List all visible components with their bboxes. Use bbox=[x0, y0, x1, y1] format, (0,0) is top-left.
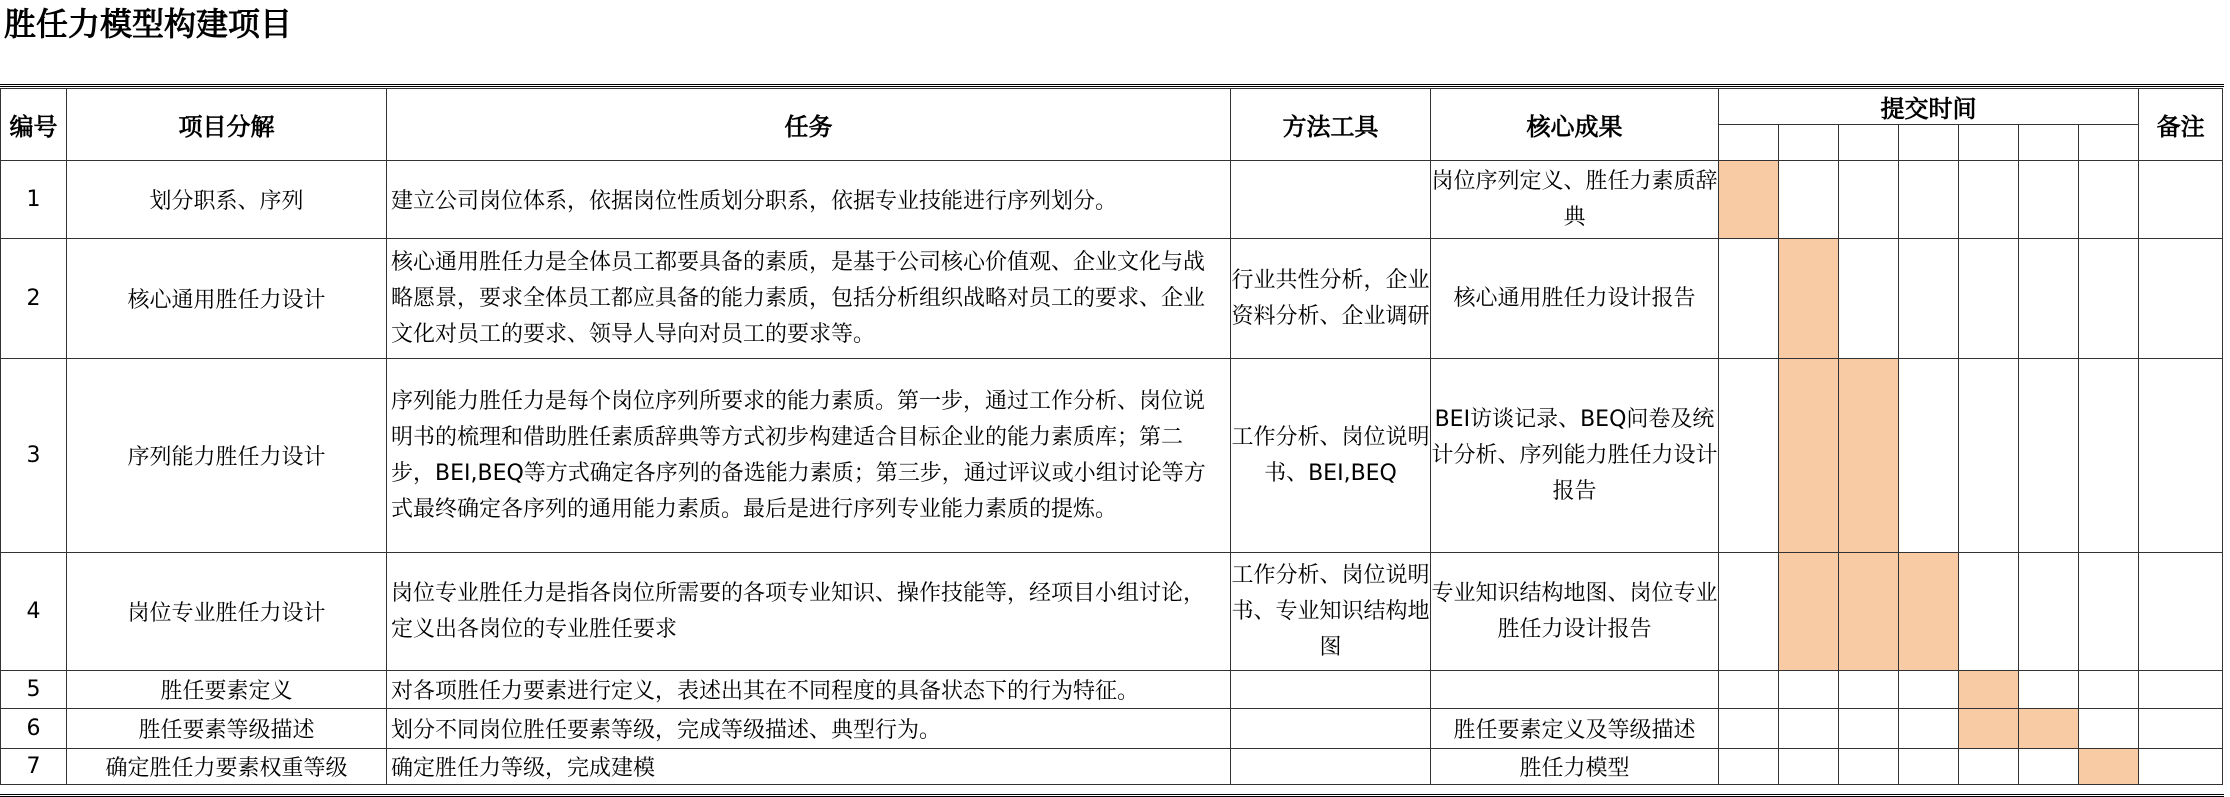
gantt-cell bbox=[1719, 671, 1779, 709]
project-plan-table bbox=[0, 88, 2223, 785]
row-breakdown: 胜任要素等级描述 bbox=[67, 709, 387, 749]
gantt-cell bbox=[1719, 239, 1779, 359]
row-no: 6 bbox=[1, 709, 67, 749]
row-task: 序列能力胜任力是每个岗位序列所要求的能力素质。第一步，通过工作分析、岗位说明书的梳理和借助胜任素质辞典等方式初步构建适合目标企业的能力素质库；第二步，BEI,BEQ等方式确定各序列的备选能力素质；第三步，通过评议或小组讨论等方式最终确定各序列的通用能力素质。最后是进行序列专业能力素质的提炼。 bbox=[387, 359, 1231, 553]
header-remark: 备注 bbox=[2139, 89, 2223, 161]
table-row bbox=[1, 749, 2223, 785]
gantt-cell bbox=[1959, 239, 2019, 359]
row-output: BEI访谈记录、BEQ问卷及统计分析、序列能力胜任力设计报告 bbox=[1431, 359, 1719, 553]
gantt-cell bbox=[1719, 359, 1779, 553]
row-method: 行业共性分析，企业资料分析、企业调研 bbox=[1231, 239, 1431, 359]
gantt-cell bbox=[1779, 709, 1839, 749]
row-breakdown: 确定胜任力要素权重等级 bbox=[67, 749, 387, 785]
row-no: 1 bbox=[1, 161, 67, 239]
timeline-slot bbox=[1719, 125, 1779, 161]
row-method: 工作分析、岗位说明书、专业知识结构地图 bbox=[1231, 553, 1431, 671]
table-row bbox=[1, 239, 2223, 359]
row-breakdown: 胜任要素定义 bbox=[67, 671, 387, 709]
gantt-cell bbox=[1959, 709, 2019, 749]
table-row bbox=[1, 709, 2223, 749]
gantt-cell bbox=[2019, 239, 2079, 359]
timeline-slot bbox=[2019, 125, 2079, 161]
header-breakdown: 项目分解 bbox=[67, 89, 387, 161]
row-breakdown: 岗位专业胜任力设计 bbox=[67, 553, 387, 671]
gantt-cell bbox=[1779, 161, 1839, 239]
gantt-cell bbox=[1899, 671, 1959, 709]
gantt-cell bbox=[2019, 359, 2079, 553]
gantt-cell bbox=[1779, 749, 1839, 785]
row-remark bbox=[2139, 161, 2223, 239]
row-remark bbox=[2139, 749, 2223, 785]
row-remark bbox=[2139, 359, 2223, 553]
gantt-cell bbox=[1839, 359, 1899, 553]
gantt-cell bbox=[1959, 161, 2019, 239]
row-output: 核心通用胜任力设计报告 bbox=[1431, 239, 1719, 359]
row-no: 5 bbox=[1, 671, 67, 709]
row-task: 岗位专业胜任力是指各岗位所需要的各项专业知识、操作技能等，经项目小组讨论，定义出各岗位的专业胜任要求 bbox=[387, 553, 1231, 671]
gantt-cell bbox=[2019, 749, 2079, 785]
table-row bbox=[1, 359, 2223, 553]
row-no: 2 bbox=[1, 239, 67, 359]
header-output: 核心成果 bbox=[1431, 89, 1719, 161]
timeline-slot bbox=[1959, 125, 2019, 161]
gantt-cell bbox=[1839, 239, 1899, 359]
gantt-cell bbox=[1779, 359, 1839, 553]
gantt-cell bbox=[2079, 749, 2139, 785]
timeline-slot bbox=[1779, 125, 1839, 161]
gantt-cell bbox=[2079, 709, 2139, 749]
row-task: 建立公司岗位体系，依据岗位性质划分职系，依据专业技能进行序列划分。 bbox=[387, 161, 1231, 239]
gantt-cell bbox=[1839, 671, 1899, 709]
row-method bbox=[1231, 749, 1431, 785]
gantt-cell bbox=[1959, 359, 2019, 553]
row-task: 核心通用胜任力是全体员工都要具备的素质，是基于公司核心价值观、企业文化与战略愿景，要求全体员工都应具备的能力素质，包括分析组织战略对员工的要求、企业文化对员工的要求、领导人导向对员工的要求等。 bbox=[387, 239, 1231, 359]
gantt-cell bbox=[1959, 553, 2019, 671]
gantt-cell bbox=[1899, 553, 1959, 671]
row-remark bbox=[2139, 671, 2223, 709]
header-no: 编号 bbox=[1, 89, 67, 161]
gantt-cell bbox=[1839, 709, 1899, 749]
gantt-cell bbox=[2079, 161, 2139, 239]
table-row bbox=[1, 671, 2223, 709]
gantt-cell bbox=[1839, 749, 1899, 785]
gantt-cell bbox=[1719, 553, 1779, 671]
gantt-cell bbox=[1959, 749, 2019, 785]
gantt-cell bbox=[1719, 749, 1779, 785]
gantt-cell bbox=[2019, 161, 2079, 239]
timeline-slot bbox=[1899, 125, 1959, 161]
row-breakdown: 划分职系、序列 bbox=[67, 161, 387, 239]
row-breakdown: 序列能力胜任力设计 bbox=[67, 359, 387, 553]
row-output: 岗位序列定义、胜任力素质辞典 bbox=[1431, 161, 1719, 239]
gantt-cell bbox=[1779, 553, 1839, 671]
row-remark bbox=[2139, 709, 2223, 749]
gantt-cell bbox=[1899, 239, 1959, 359]
row-task: 对各项胜任力要素进行定义，表述出其在不同程度的具备状态下的行为特征。 bbox=[387, 671, 1231, 709]
row-method bbox=[1231, 709, 1431, 749]
gantt-cell bbox=[2019, 671, 2079, 709]
page-title: 胜任力模型构建项目 bbox=[4, 5, 293, 43]
header-timeline: 提交时间 bbox=[1719, 89, 2139, 125]
gantt-cell bbox=[2019, 709, 2079, 749]
gantt-cell bbox=[1719, 709, 1779, 749]
header-method: 方法工具 bbox=[1231, 89, 1431, 161]
gantt-cell bbox=[1899, 709, 1959, 749]
row-method bbox=[1231, 671, 1431, 709]
header-task: 任务 bbox=[387, 89, 1231, 161]
row-output: 胜任力模型 bbox=[1431, 749, 1719, 785]
row-no: 4 bbox=[1, 553, 67, 671]
gantt-cell bbox=[2019, 553, 2079, 671]
row-output bbox=[1431, 671, 1719, 709]
gantt-cell bbox=[2079, 553, 2139, 671]
table-row bbox=[1, 161, 2223, 239]
row-output: 胜任要素定义及等级描述 bbox=[1431, 709, 1719, 749]
gantt-cell bbox=[1959, 671, 2019, 709]
gantt-cell bbox=[1899, 359, 1959, 553]
gantt-cell bbox=[1839, 161, 1899, 239]
row-method: 工作分析、岗位说明书、BEI,BEQ bbox=[1231, 359, 1431, 553]
row-no: 3 bbox=[1, 359, 67, 553]
row-task: 划分不同岗位胜任要素等级，完成等级描述、典型行为。 bbox=[387, 709, 1231, 749]
row-remark bbox=[2139, 553, 2223, 671]
table-row bbox=[1, 553, 2223, 671]
gantt-cell bbox=[2079, 671, 2139, 709]
row-no: 7 bbox=[1, 749, 67, 785]
row-output: 专业知识结构地图、岗位专业胜任力设计报告 bbox=[1431, 553, 1719, 671]
gantt-cell bbox=[1779, 239, 1839, 359]
gantt-cell bbox=[1899, 161, 1959, 239]
gantt-cell bbox=[1899, 749, 1959, 785]
gantt-cell bbox=[2079, 239, 2139, 359]
gantt-cell bbox=[2079, 359, 2139, 553]
row-remark bbox=[2139, 239, 2223, 359]
timeline-slot bbox=[2079, 125, 2139, 161]
row-breakdown: 核心通用胜任力设计 bbox=[67, 239, 387, 359]
row-task: 确定胜任力等级，完成建模 bbox=[387, 749, 1231, 785]
gantt-cell bbox=[1779, 671, 1839, 709]
timeline-slot bbox=[1839, 125, 1899, 161]
row-method bbox=[1231, 161, 1431, 239]
gantt-cell bbox=[1719, 161, 1779, 239]
gantt-cell bbox=[1839, 553, 1899, 671]
